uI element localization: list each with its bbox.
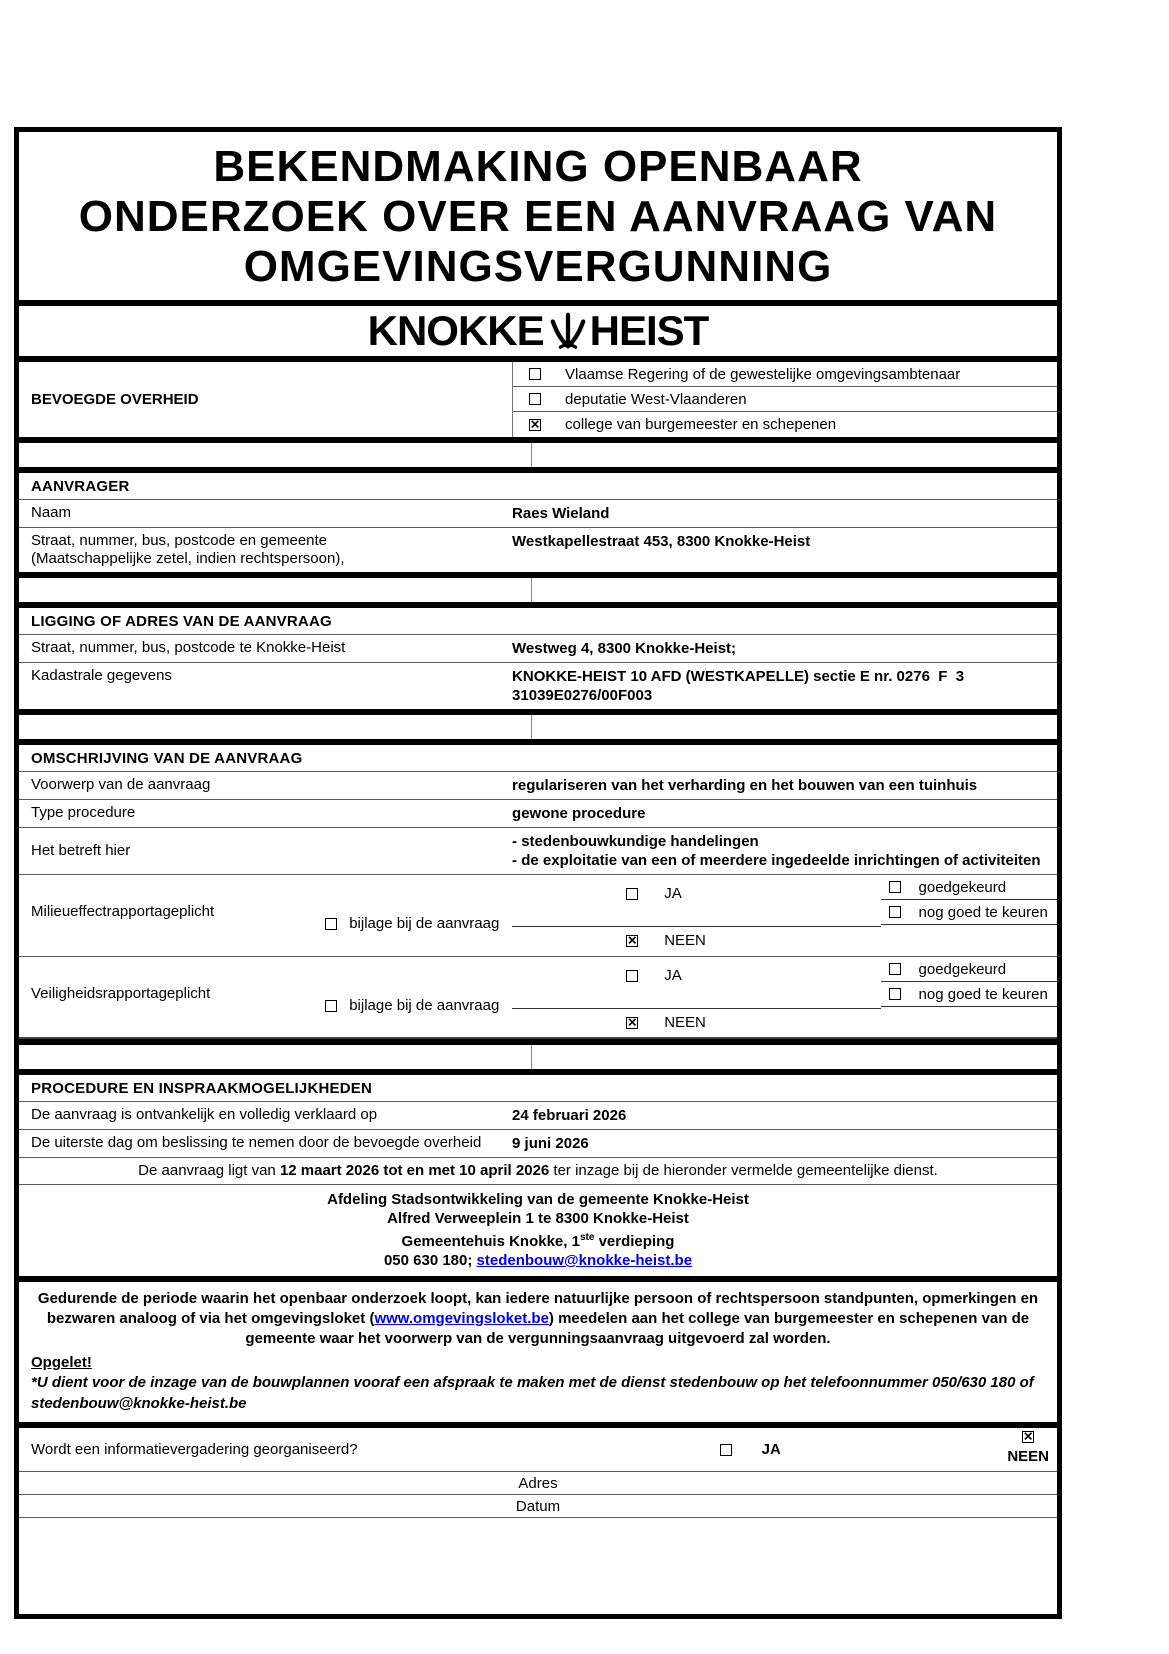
kadaster-label: Kadastrale gegevens [31,667,172,684]
page-title-line-1: BEKENDMAKING OPENBAAR [213,142,863,191]
section-bevoegde-overheid [19,362,1057,443]
seagull-anchor-icon [547,312,589,350]
veiligheid-neen-label: NEEN [664,1014,706,1031]
type-procedure-label: Type procedure [31,804,136,821]
voorwerp-label: Voorwerp van de aanvraag [31,776,211,793]
datum-row: Datum [19,1495,1057,1518]
veiligheid-goedgekeurd: goedgekeurd [881,957,1057,982]
bevoegde-overheid-label: BEVOEGDE OVERHEID [31,391,199,408]
section-procedure [19,1069,1057,1614]
section-gap [19,578,1057,602]
section-gap [19,1045,1057,1069]
option-college-label: college van burgemeester en schepenen [565,416,837,433]
municipality-logo [19,306,1057,362]
checkbox-informatievergadering-neen[interactable] [1022,1431,1034,1443]
milieueffect-row [19,875,1057,957]
milieueffect-ja [626,885,682,902]
type-procedure-row [19,800,1057,828]
informatievergadering-neen [1007,1431,1049,1465]
aanvrager-adres-value: Westkapellestraat 453, 8300 Knokke-Heist [512,533,811,550]
ontvankelijk-row [19,1102,1057,1130]
milieueffect-goedgekeurd: goedgekeurd [881,875,1057,900]
milieueffect-bijlage-label: bijlage bij de aanvraag [349,915,500,932]
informatievergadering-ja [720,1441,781,1458]
option-vlaamse-regering-label: Vlaamse Regering of de gewestelijke omgevingsambtenaar [565,365,961,383]
veiligheid-bijlage-label: bijlage bij de aanvraag [349,997,500,1014]
checkbox-milieueffect-goedgekeurd[interactable] [889,881,901,893]
dienst-block [19,1185,1057,1276]
betreft-value: - stedenbouwkundige handelingen - de exploitatie van een of meerdere ingedeelde inrichtingen of activiteiten [512,833,1041,869]
page-title-line-3: OMGEVINGSVERGUNNING [243,242,833,291]
divider-line [512,1008,881,1009]
section-gap [19,715,1057,739]
dienst-line-1: Afdeling Stadsontwikkeling van de gemeente Knokke-Heist [327,1191,749,1208]
type-procedure-value: gewone procedure [512,805,646,822]
bezwaar-paragraph: Gedurende de periode waarin het openbaar onderzoek loopt, kan iedere natuurlijke persoon of rechtspersoon standpunten, opmerkingen en bezwaren analoog of via het omgevingsloket (www.omgevingsloket.be) meedelen aan het college van burgemeester en schepenen van de gemeente waar het voorwerp van de vergunningsaanvraag uitgevoerd zal worden. [37,1290,1039,1347]
empty-area [19,1518,1057,1614]
veiligheid-approval [881,957,1057,1007]
inzage-period: 12 maart 2026 tot en met 10 april 2026 [279,1162,550,1179]
aanvrager-header: AANVRAGER [19,473,1057,500]
section-gap [19,443,1057,467]
checkbox-deputatie[interactable] [529,393,541,405]
ligging-straat-value: Westweg 4, 8300 Knokke-Heist; [512,640,737,657]
uiterste-dag-row [19,1130,1057,1158]
announcement-form [14,127,1062,1619]
voorwerp-row [19,772,1057,800]
veiligheid-ja-label: JA [664,967,682,984]
checkbox-veiligheid-bijlage[interactable] [325,1000,337,1012]
betreft-row [19,828,1057,875]
veiligheid-label: Veiligheidsrapportageplicht [31,985,211,1002]
logo-text-heist: HEIST [589,307,709,354]
naam-label: Naam [31,504,72,521]
milieueffect-neen-label: NEEN [664,932,706,949]
informatievergadering-row [19,1428,1057,1472]
divider-line [512,926,881,927]
informatievergadering-question: Wordt een informatievergadering georganiseerd? [31,1441,358,1458]
logo-text-knokke: KNOKKE [367,307,544,354]
veiligheid-ja [626,967,682,984]
ligging-straat-row [19,635,1057,663]
checkbox-milieueffect-nog-goed[interactable] [889,906,901,918]
voorwerp-value: regulariseren van het verharding en het bouwen van een tuinhuis [512,777,978,794]
omschrijving-header: OMSCHRIJVING VAN DE AANVRAAG [19,745,1057,772]
dienst-line-2: Alfred Verweeplein 1 te 8300 Knokke-Heist [387,1210,689,1227]
ligging-header: LIGGING OF ADRES VAN DE AANVRAAG [19,608,1057,635]
veiligheid-nog-goed: nog goed te keuren [881,982,1057,1007]
ligging-straat-label: Straat, nummer, bus, postcode te Knokke-Heist [31,639,346,656]
ontvankelijk-label: De aanvraag is ontvankelijk en volledig verklaard op [31,1106,378,1123]
informatievergadering-ja-label: JA [761,1441,781,1458]
stedenbouw-email-link[interactable]: stedenbouw@knokke-heist.be [476,1252,693,1269]
adres-row: Adres [19,1472,1057,1495]
milieueffect-bijlage [325,915,499,932]
ontvankelijk-value: 24 februari 2026 [512,1107,627,1124]
veiligheid-neen [626,1014,706,1031]
aanvrager-adres-row [19,528,1057,572]
veiligheid-row [19,957,1057,1039]
uiterste-dag-label: De uiterste dag om beslissing te nemen door de bevoegde overheid [31,1134,482,1151]
procedure-header: PROCEDURE EN INSPRAAKMOGELIJKHEDEN [19,1075,1057,1102]
bevoegde-overheid-options [512,362,1057,437]
option-vlaamse-regering [513,362,1057,387]
checkbox-vlaamse-regering[interactable] [529,368,541,380]
milieueffect-nog-goed: nog goed te keuren [881,900,1057,925]
naam-value: Raes Wieland [512,505,610,522]
bezwaar-block [19,1282,1057,1422]
naam-row [19,500,1057,528]
kadaster-row [19,663,1057,709]
kadaster-value: KNOKKE-HEIST 10 AFD (WESTKAPELLE) sectie E nr. 0276 F 3 31039E0276/00F003 [512,668,965,704]
inzage-row: De aanvraag ligt van 12 maart 2026 tot en met 10 april 2026 ter inzage bij de hieronder vermelde gemeentelijke dienst. [19,1158,1057,1185]
option-deputatie [513,387,1057,412]
option-college [513,412,1057,437]
informatievergadering-neen-label: NEEN [1007,1448,1049,1465]
dienst-line-4: 050 630 180; stedenbouw@knokke-heist.be [383,1252,693,1269]
checkbox-milieueffect-bijlage[interactable] [325,918,337,930]
page-title-line-2: ONDERZOEK OVER EEN AANVRAAG VAN [78,192,998,241]
milieueffect-approval [881,875,1057,925]
milieueffect-neen [626,932,706,949]
page-title [19,132,1057,306]
dienst-line-3: Gemeentehuis Knokke, 1ste verdieping [401,1232,675,1250]
checkbox-veiligheid-goedgekeurd[interactable] [889,963,901,975]
opgelet-label: Opgelet! [31,1354,92,1371]
checkbox-milieueffect-neen[interactable] [626,935,638,947]
uiterste-dag-value: 9 juni 2026 [512,1135,589,1152]
checkbox-veiligheid-neen[interactable] [626,1017,638,1029]
section-ligging [19,602,1057,715]
checkbox-veiligheid-nog-goed[interactable] [889,988,901,1000]
omgevingsloket-link[interactable]: www.omgevingsloket.be [374,1310,549,1327]
checkbox-college[interactable] [529,419,541,431]
afspraak-note: *U dient voor de inzage van de bouwplannen vooraf een afspraak te maken met de dienst stedenbouw op het telefoonnummer 050/630 180 of stedenbouw@knokke-heist.be [31,1374,1034,1412]
betreft-label: Het betreft hier [31,842,131,859]
aanvrager-adres-label: Straat, nummer, bus, postcode en gemeente (Maatschappelijke zetel, indien rechtspersoon), [31,532,345,567]
veiligheid-bijlage [325,997,499,1014]
milieueffect-label: Milieueffectrapportageplicht [31,903,215,920]
option-deputatie-label: deputatie West-Vlaanderen [565,390,747,408]
section-omschrijving [19,739,1057,1045]
checkbox-informatievergadering-ja[interactable] [720,1444,732,1456]
checkbox-veiligheid-ja[interactable] [626,970,638,982]
checkbox-milieueffect-ja[interactable] [626,888,638,900]
milieueffect-ja-label: JA [664,885,682,902]
section-aanvrager [19,467,1057,578]
